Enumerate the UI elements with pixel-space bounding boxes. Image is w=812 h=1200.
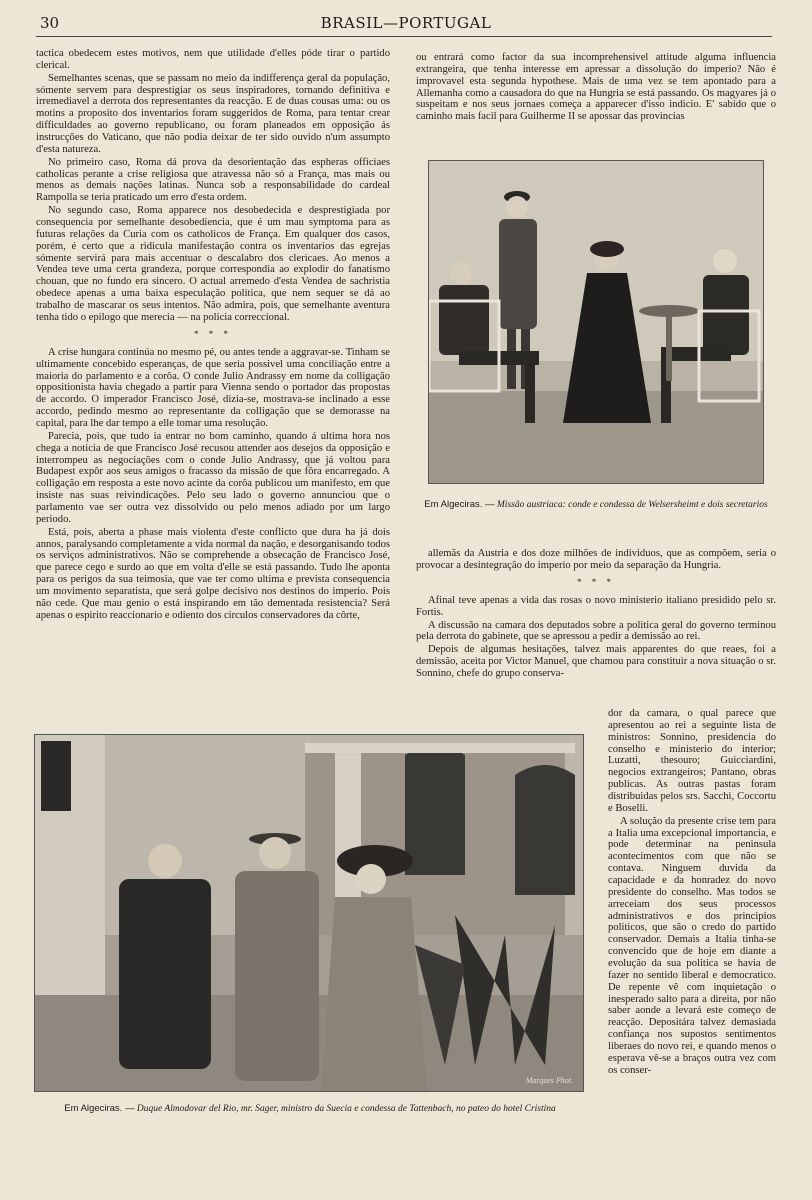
section-separator: * * *: [194, 328, 232, 339]
page-title: BRASIL—PORTUGAL: [320, 14, 492, 32]
caption-place: Em Algeciras. —: [424, 499, 495, 510]
caption-place: Em Algeciras. —: [64, 1103, 135, 1114]
page-number: 30: [40, 14, 60, 32]
paragraph: Parecia, pois, que tudo ia entrar no bom caminho, quando á ultima hora nos chega a noticia de que Francisco José recusou attender aos desejos da opposição e interrompeu as negociações com o conde Julio Andrassy, que já voltou para Budapest expôr aos seus amigos o fracasso da missão de que fôra encarregado. A colligação em resposta a este novo acinte da corôa publicou um manifesto, em que insiste nas suas reivindicações. Pelo seu lado o governo annunciou que o parlamento vae ser outra vez dissolvido ou pelo menos adiado por um largo periodo.: [36, 430, 390, 525]
paragraph: No primeiro caso, Roma dá prova da desorientação das espheras officiaes catholicas perante a crise religiosa que atravessa não só a França, mas mais ou menos as demais nações latinas. Nunca sob a responsabilidade do cardeal Rampolla se teria praticado um erro d'esta ordem.: [36, 156, 390, 204]
caption-text: Missão austriaca: conde e condessa de Welsersheimt e dois secretarios: [496, 500, 768, 510]
photo-illustration: [35, 735, 583, 1091]
paragraph: A solução da presente crise tem para a Italia uma excepcional importancia, e pode determinar na peninsula acontecimentos com que não se contava. Ninguem duvida da capacidade e da honradez do novo presidente do conselho. Mas todos se arreceiam dos seus processos administrativos e dos principios politicos, que são o credo do partido conservador. Demais a Italia tinha-se convencido que de hoje em diante a evolução da sua politica se havia de fazer no sentido liberal e democratico. De repente vê com inquietação o inesperado salto para a direita, por não saber aonde a levará este começo de reacção. Depositára talvez demasiada confiança nos supostos sentimentos liberaes do novo rei, e quando menos o esperava vê-se a braços outra vez com os conser-: [608, 815, 776, 1076]
photo-austrian-mission: [428, 160, 764, 484]
paragraph: ou entrará como factor da sua incomprehensivel attitude alguma influencia extrangeira, que tenha interesse em apressar a dissolução do imperio? Não é improvavel esta segunda hypothese. Mais de uma vez se tem apontado para a Allemanha como a causadora do que na Hungria se está passando. Os magyares já o suspeitam e nos seus jornaes começa a apparecer d'isso indicio. E' sabido que o caminho mais facil para Guilherme II se apossar das provincias: [416, 52, 776, 123]
paragraph: Afinal teve apenas a vida das rosas o novo ministerio italiano presidido pelo sr. Fortis.: [416, 594, 776, 618]
right-column-narrow: [608, 708, 776, 1078]
photo-caption-top: [424, 500, 768, 511]
photo-hotel-patio: [34, 734, 584, 1092]
paragraph: A crise hungara continúa no mesmo pé, ou antes tende a aggravar-se. Tinham se ultimamente concebido esperanças, de que seria possivel uma conciliação entre a maioria do parlamento e a corôa. O conde Julio Andrassy em nome da colligação oppositionista havia chegado a partir para Vienna sendo o portador das propostas de accordo. O imperador Francisco José, dizia-se, mostrava-se inclinado a esse accordo, pedindo mesmo ao representante da colligação que se demorasse na capital, para lhe dar tempo a elle tomar uma resolução.: [36, 346, 390, 429]
paragraph: A discussão na camara dos deputados sobre a politica geral do governo terminou pela derrota do gabinete, que se apressou a pedir a demissão ao rei.: [416, 619, 776, 643]
paragraph: Semelhantes scenas, que se passam no meio da indifferença geral da população, sómente servem para desprestigiar os seus inspiradores, tornando definitiva e irremediavel a derrota dos representantes da reacção. E de duas cousas uma: ou os motins a proposito dos inventarios foram suggeridos de Roma, para tentar crear difficuldades ao governo republicano, ou foram planeados em opposição ás instrucções do Vaticano, que não podia deixar de ter sido ouvido n'um assumpto d'esta natureza.: [36, 72, 390, 155]
paragraph: Depois de algumas hesitações, talvez mais apparentes do que reaes, foi a demissão, aceita por Victor Manuel, que chamou para constituir a nova situação o sr. Sonnino, chefe do grupo conserva-: [416, 644, 776, 679]
right-column-top: [416, 52, 776, 124]
section-separator: * * *: [577, 576, 615, 587]
photo-caption-bottom: [40, 1104, 580, 1115]
paragraph: tactica obedecem estes motivos, nem que utilidade d'elles póde tirar o partido clerical.: [36, 48, 390, 71]
paragraph: No segundo caso, Roma apparece nos desobedecida e desprestigiada por consequencia por semelhante desobediencia, que é um mau symptoma para as futuras relações da Curia com os catholicos de França. Em qualquer dos casos, porém, é certo que a ridicula manifestação contra os inventarios das egrejas sómente servirá para mais accentuar o descalabro dos clericaes. Ao menos a Vendea teve uma certa grandeza, porque correspondia ao explodir do fanatismo chouan, que no fundo era sincero. O actual arremedo d'esta Vendea de sachristia obedece apenas a uma baixa especulação politica, que nem sequer se dá ao trabalho de mascarar os seus intentos. Não admira, pois, que semelhante aventura tenha tido o epilogo que merecia — na policia correccional.: [36, 205, 390, 323]
caption-text: Duque Almodovar del Rio, mr. Sager, ministro da Suecia e condessa de Tattenbach, no pateo do hotel Cristina: [136, 1104, 556, 1114]
paragraph: dor da camara, o qual parece que apresentou ao rei a seguinte lista de ministros: Sonnino, presidencia do conselho e ministerio do interior; Luzatti, thesouro; Guicciardini, negocios extrangeiros; Pantano, obras publicas. As outras pastas foram distribuidas pelos srs. Sacchi, Coccortu e Boselli.: [608, 708, 776, 814]
paragraph: allemãs da Austria e dos doze milhões de individuos, que as compõem, seria o provocar a desintegração do imperio por meio da separação da Hungria.: [416, 548, 776, 571]
right-column-mid: [416, 548, 776, 681]
header-rule: [36, 36, 772, 37]
photo-illustration: [429, 161, 763, 483]
paragraph: Está, pois, aberta a phase mais violenta d'este conflicto que dura ha já dois annos, paralysando completamente a vida normal da nação, e desorganisando todos os serviços administrativos. Não se comprehende a obsecação de Francisco José, que parece cego e surdo ao que em volta d'elle se está passando. Tudo lhe aponta para os perigos da sua teimosia, que vae ter como ultima e prevista consequencia um movimento separatista, que será golpe decisivo nos destinos do imperio. Pois não cede. Que mau genio o está inspirando em tão dementada resistencia? Será apenas o espirito reaccionario e odiento dos circulos conservadores da côrte,: [36, 526, 390, 621]
left-column-top: [36, 48, 390, 623]
photo-signature: Marques Phot.: [525, 1076, 573, 1085]
